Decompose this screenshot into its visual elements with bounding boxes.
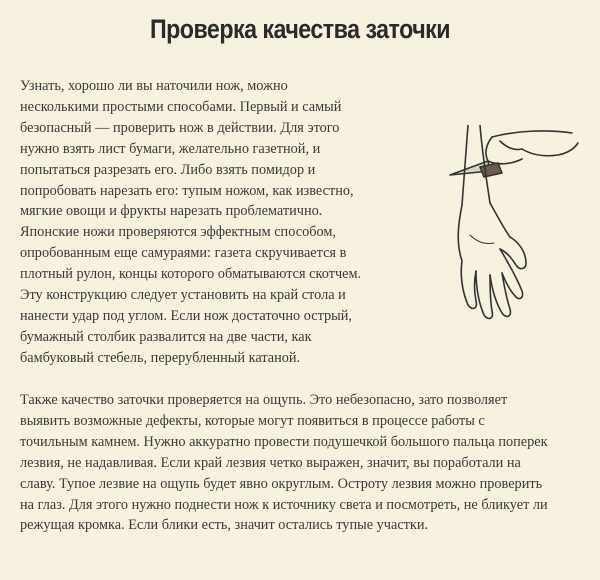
text-line: на глаз. Для этого нужно поднести нож к источнику света и посмотреть, не бликует ли: [20, 496, 548, 513]
text-line: лезвия, не надавливая. Если край лезвия четко выражен, значит, вы поработали на: [20, 454, 521, 471]
text-line: режущая кромка. Если блики есть, значит остались тупые участки.: [20, 517, 429, 534]
text-line: выявить возможные дефекты, которые могут появиться в процессе работы с: [20, 412, 485, 429]
text-line: нужно взять лист бумаги, желательно газетной, и: [20, 140, 321, 157]
text-line: попытаться разрезать его. Либо взять помидор и: [20, 161, 316, 178]
text-line: Японские ножи проверяются эффектным способом,: [20, 224, 336, 241]
text-line: мягкие овощи и фрукты нарезать проблематично.: [20, 203, 323, 220]
text-line: бамбуковый стебель, перерубленный катаной.: [20, 349, 301, 366]
paragraph-sharpness-methods: [20, 76, 445, 369]
text-line: попробовать нарезать его: тупым ножом, как известно,: [20, 182, 354, 199]
text-line: опробованным еще самураями: газета скручивается в: [20, 245, 347, 262]
paragraph-touch-check: [20, 390, 590, 536]
text-line: нанести удар под углом. Если нож достаточно острый,: [20, 307, 352, 324]
text-line: несколькими простыми способами. Первый и самый: [20, 98, 342, 115]
text-line: плотный рулон, концы которого обматываются скотчем.: [20, 266, 362, 283]
hand-with-knife-icon: [440, 125, 590, 325]
text-line: точильным камнем. Нужно аккуратно провести подушечкой большого пальца поперек: [20, 433, 548, 450]
text-line: бумажный столбик развалится на две части, как: [20, 328, 312, 345]
text-line: славу. Тупое лезвие на ощупь будет явно округлым. Остроту лезвия можно проверить: [20, 475, 543, 492]
text-line: Эту конструкцию следует установить на край стола и: [20, 287, 346, 304]
page-title: Проверка качества заточки: [149, 14, 451, 44]
text-line: Узнать, хорошо ли вы наточили нож, можно: [20, 78, 288, 94]
text-line: безопасный — проверить нож в действии. Для этого: [20, 119, 340, 136]
text-line: Также качество заточки проверяется на ощупь. Это небезопасно, зато позволяет: [20, 392, 508, 408]
